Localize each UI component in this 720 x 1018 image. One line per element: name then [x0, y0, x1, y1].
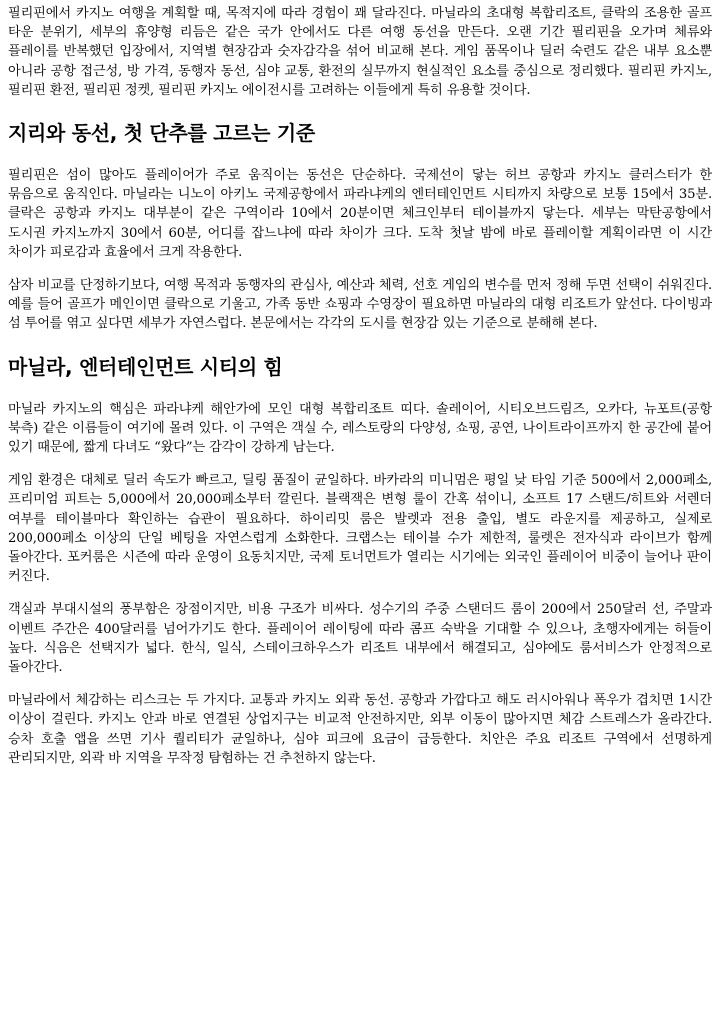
paragraph-geography-routes: 필리핀은 섬이 많아도 플레이어가 주로 움직이는 동선은 단순하다. 국제선이 닿는 허브 공항과 카지노 클러스터가 한 묶음으로 움직인다. 마닐라는 니노이 아키노 국제공항에서 파라냐케의 엔터테인먼트 시티까지 차량으로 보통 15에서 35분. 클락은 공항과 카지노 대부분이 같은 구역이라 10에서 20분이면 체크인부터 테이블까지 닿는다. 세부는 막탄공항에서 도시권 카지노까지 30에서 60분, 어디를 잡느냐에 따라 차이가 크다. 도착 첫날 밤에 바로 플레이할 계획이라면 이 시간 차이가 피로감과 효율에서 크게 작용한다. [8, 168, 712, 260]
paragraph-manila-rooms: 객실과 부대시설의 풍부함은 장점이지만, 비용 구조가 비싸다. 성수기의 주중 스탠더드 룸이 200에서 250달러 선, 주말과 이벤트 주간은 400달러를 넘어가기도 한다. 플레이어 레이팅에 따라 콤프 숙박을 기대할 수 있으나, 초행자에게는 허들이 높다. 식음은 선택지가 넓다. 한식, 일식, 스테이크하우스가 리조트 내부에서 해결되고, 심야에도 룸서비스가 안정적으로 돌아간다. [8, 602, 712, 676]
intro-paragraph: 필리핀에서 카지노 여행을 계획할 때, 목적지에 따라 경험이 꽤 달라진다. 마닐라의 초대형 복합리조트, 클락의 조용한 골프 타운 분위기, 세부의 휴양형 리듬은 같은 국가 안에서도 다른 여행 동선을 만든다. 오랜 기간 필리핀을 오가며 체류와 플레이를 반복했던 입장에서, 지역별 현장감과 숫자감각을 섞어 비교해 본다. 게임 품목이나 딜러 숙련도 같은 내부 요소뿐 아니라 공항 접근성, 방 가격, 동행자 동선, 심야 교통, 환전의 실무까지 현실적인 요소를 중심으로 정리했다. 필리핀 카지노, 필리핀 환전, 필리핀 정켓, 필리핀 카지노 에이전시를 고려하는 이들에게 특히 유용할 것이다. [8, 6, 712, 98]
paragraph-manila-risks: 마닐라에서 체감하는 리스크는 두 가지다. 교통과 카지노 외곽 동선. 공항과 가깝다고 해도 러시아워나 폭우가 겹치면 1시간 이상이 걸린다. 카지노 안과 바로 연결된 상업지구는 비교적 안전하지만, 외부 이동이 많아지면 체감 스트레스가 올라간다. 승차 호출 앱을 쓰면 기사 퀄리티가 균일하나, 심야 피크에 요금이 급등한다. 치안은 주요 리조트 구역에서 선명하게 관리되지만, 외곽 바 지역을 무작정 탐험하는 건 추천하지 않는다. [8, 693, 712, 766]
section-heading-geography: 지리와 동선, 첫 단추를 고르는 기준 [8, 121, 315, 146]
section-heading-manila: 마닐라, 엔터테인먼트 시티의 힘 [8, 354, 283, 379]
paragraph-manila-overview: 마닐라 카지노의 핵심은 파라냐케 해안가에 모인 대형 복합리조트 띠다. 솔레이어, 시티오브드림즈, 오카다, 뉴포트(공항 북측) 같은 이름들이 여기에 몰려 있다. 이 구역은 객실 수, 레스토랑의 다양성, 쇼핑, 공연, 나이트라이프까지 한 공간에 붙어 있기 때문에, 짧게 다녀도 “왔다”는 감각이 강하게 남는다. [8, 401, 712, 456]
paragraph-geography-choice: 삼자 비교를 단정하기보다, 여행 목적과 동행자의 관심사, 예산과 체력, 선호 게임의 변수를 먼저 정해 두면 선택이 쉬워진다. 예를 들어 골프가 메인이면 클락으로 기울고, 가족 동반 쇼핑과 수영장이 필요하면 마닐라의 대형 리조트가 앞선다. 다이빙과 섬 투어를 엮고 싶다면 세부가 자연스럽다. 본문에서는 각각의 도시를 현장감 있는 기준으로 분해해 본다. [8, 278, 712, 332]
paragraph-manila-games: 게임 환경은 대체로 딜러 속도가 빠르고, 딜링 품질이 균일하다. 바카라의 미니멈은 평일 낮 타임 기준 500에서 2,000페소, 프리미엄 피트는 5,000에서 20,000페소부터 깔린다. 블랙잭은 변형 룰이 간혹 섞이니, 소프트 17 스탠드/히트와 서렌더 여부를 테이블마다 확인하는 습관이 필요하다. 하이리밋 룸은 발렛과 전용 출입, 별도 라운지를 제공하고, 실제로 200,000페소 이상의 단일 베팅을 자연스럽게 소화한다. 크랩스는 테이블 수가 제한적, 룰렛은 전자식과 라이브가 함께 돌아간다. 포커룸은 시즌에 따라 운영이 요동치지만, 국제 토너먼트가 열리는 시기에는 외국인 플레이어 비중이 늘어나 판이 커진다. [8, 473, 712, 585]
